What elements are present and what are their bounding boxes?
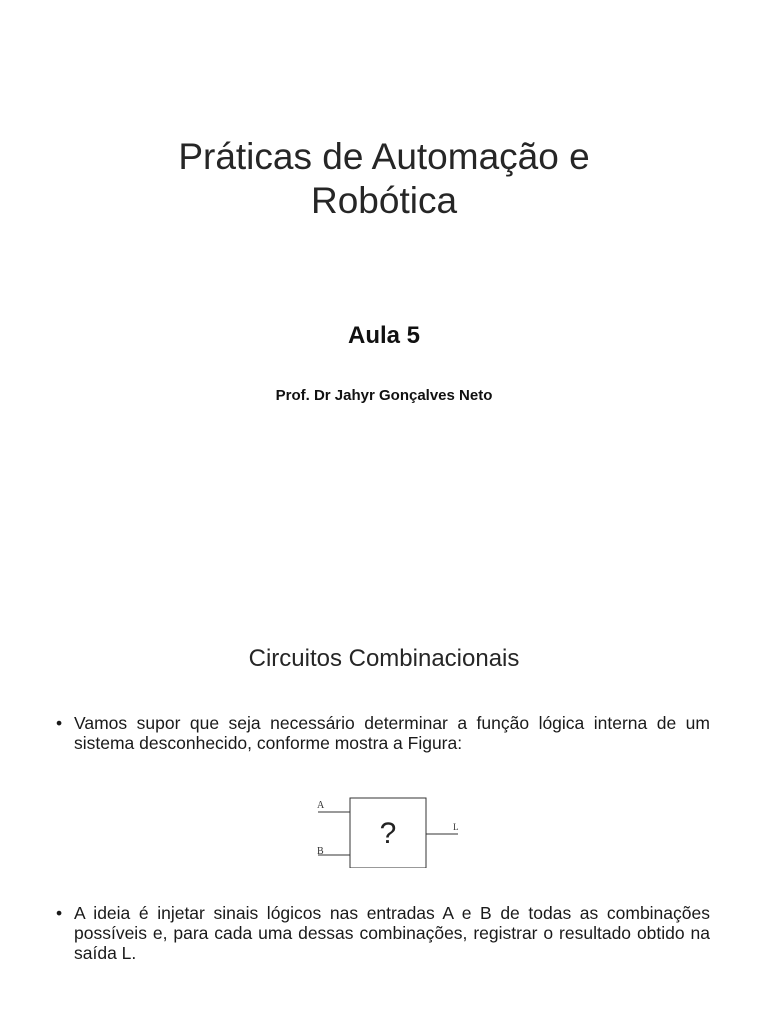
input-b-label: B (317, 846, 324, 857)
black-box-diagram (312, 792, 462, 868)
bullet-marker: • (56, 903, 63, 923)
input-a-label: A (317, 800, 325, 811)
output-l-label: L (453, 822, 459, 832)
title-line-2: Robótica (310, 180, 458, 221)
presentation-title (0, 135, 768, 223)
bullet-item (56, 713, 710, 753)
lesson-subtitle: Aula 5 (347, 322, 421, 349)
author-name: Prof. Dr Jahyr Gonçalves Neto (275, 387, 493, 404)
title-line-1: Práticas de Automação e (178, 136, 590, 177)
section-heading: Circuitos Combinacionais (248, 645, 520, 672)
bullet-text: A ideia é injetar sinais lógicos nas entradas A e B de todas as combinações possíveis e, para cada uma dessas combinações, registrar o resultado obtido na saída L. (74, 903, 710, 963)
content-slide (0, 580, 768, 1024)
bullet-marker: • (56, 713, 63, 733)
bullet-item (56, 903, 710, 963)
box-question-mark: ? (379, 817, 397, 850)
bullet-text: Vamos supor que seja necessário determinar a função lógica interna de um sistema desconhecido, conforme mostra a Figura: (74, 713, 710, 753)
